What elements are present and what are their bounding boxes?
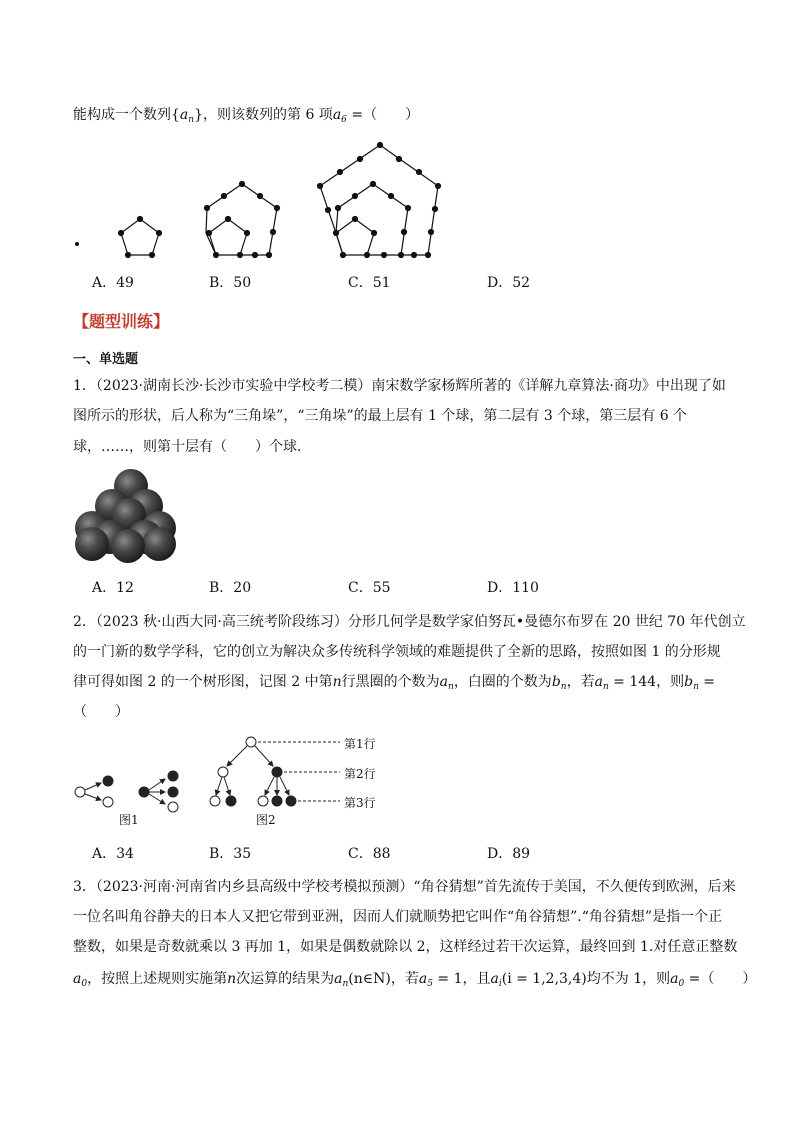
- row-label-2: 第2行: [344, 767, 376, 781]
- sub: 0: [81, 979, 88, 989]
- prev-option-b[interactable]: B．50: [209, 275, 252, 291]
- text: ，则该数列的第 6 项: [203, 107, 333, 123]
- q1-option-c[interactable]: C．55: [348, 580, 391, 596]
- q1-option-d[interactable]: D．110: [487, 580, 539, 596]
- brace: {: [171, 107, 180, 123]
- text: ，若: [566, 674, 595, 690]
- var: a: [73, 971, 82, 987]
- brace: }: [194, 107, 203, 123]
- row-label-1: 第1行: [344, 737, 376, 751]
- q2-line-3: [73, 673, 715, 696]
- figure-1-label: 图1: [119, 813, 139, 827]
- text: 均不为 1，则: [586, 971, 671, 987]
- text: (n∈N): [348, 971, 391, 987]
- sub: i: [498, 979, 502, 989]
- pentagon-2: [205, 182, 280, 258]
- text: = 1，且: [432, 971, 491, 987]
- q2-line-2: 的一门新的数学学科，它的创立为解决众多传统科学领域的难题提供了全新的思路，按照如图 1 的分形规: [73, 644, 721, 660]
- var: n: [227, 971, 237, 987]
- var: a: [179, 107, 189, 123]
- subsection-title: 一、单选题: [73, 352, 139, 367]
- var-a: a: [594, 674, 603, 690]
- sub: n: [188, 115, 195, 125]
- q2-option-c[interactable]: C．88: [348, 846, 391, 862]
- prev-option-a[interactable]: A．49: [92, 275, 134, 291]
- sub: n: [448, 682, 454, 692]
- pentagon-figures: [0, 0, 794, 270]
- text: =（ ）: [346, 107, 420, 123]
- pentagon-1: [119, 217, 162, 258]
- var: a: [670, 971, 679, 987]
- sub: n: [342, 979, 349, 989]
- q2-line-4: （ ）: [73, 704, 129, 720]
- single-dot: [75, 242, 79, 246]
- text: =（ ）: [684, 971, 757, 987]
- fractal-figures: [0, 730, 794, 860]
- q3-line-2: 一位名叫角谷静夫的日本人又把它带到亚洲，因而人们就顺势把它叫作“角谷猜想”.“角谷猜想”是指一个正: [73, 909, 723, 925]
- q1-line-3: 球，……，则第十层有（ ）个球．: [73, 439, 311, 455]
- section-title: 【题型训练】: [73, 312, 170, 331]
- text: 能构成一个数列: [73, 107, 171, 123]
- text: =: [698, 674, 716, 690]
- ball-pyramid-image: [70, 465, 180, 565]
- var-b: b: [684, 674, 694, 690]
- q1-option-a[interactable]: A．12: [92, 580, 134, 596]
- text: 行黑圈的个数为: [341, 674, 440, 690]
- q1-line-2: 图所示的形状，后人称为“三角垛”，“三角垛”的最上层有 1 个球，第二层有 3 个球，第三层有 6 个: [73, 408, 688, 424]
- pentagon-3: [318, 143, 441, 258]
- var: a: [490, 971, 499, 987]
- text: ，白圈的个数为: [453, 674, 552, 690]
- q3-line-3: 整数，如果是奇数就乘以 3 再加 1，如果是偶数就除以 2，这样经过若干次运算，最终回到 1.对任意正整数: [73, 939, 738, 955]
- q3-line-1: 3．（2023·河南·河南省内乡县高级中学校考模拟预测）“角谷猜想”首先流传于美国，不久便传到欧洲，后来: [73, 879, 736, 895]
- q1-line-1: 1．（2023·湖南长沙·长沙市实验中学校考二模）南宋数学家杨辉所著的《详解九章算法·商功》中出现了如: [73, 378, 726, 394]
- q2-line-1: 2．（2023 秋·山西大同·高三统考阶段练习）分形几何学是数学家伯努瓦•曼德尔布罗在 20 世纪 70 年代创立: [73, 614, 746, 630]
- text: ，按照上述规则实施第: [87, 971, 228, 987]
- q2-option-d[interactable]: D．89: [487, 846, 531, 862]
- sub: 0: [678, 979, 685, 989]
- prev-option-c[interactable]: C．51: [348, 275, 391, 291]
- var-a: a: [439, 674, 449, 690]
- q2-option-b[interactable]: B．35: [209, 846, 252, 862]
- prev-option-d[interactable]: D．52: [487, 275, 531, 291]
- q2-option-a[interactable]: A．34: [92, 846, 134, 862]
- sub: 5: [427, 979, 433, 989]
- var: a: [334, 971, 343, 987]
- sub: n: [602, 682, 609, 692]
- sub: n: [693, 682, 699, 692]
- var: a: [418, 971, 428, 987]
- q3-line-4: [73, 970, 756, 993]
- text: 次运算的结果为: [236, 971, 335, 987]
- figure-1: [75, 771, 178, 812]
- text: = 144，则: [608, 674, 685, 690]
- figure-2-label: 图2: [256, 813, 276, 827]
- q1-option-b[interactable]: B．20: [209, 580, 252, 596]
- figure-2: [210, 737, 340, 806]
- text: 律可得如图 2 的一个树形图，记图 2 中第: [73, 674, 333, 690]
- row-label-3: 第3行: [344, 796, 376, 810]
- sub: n: [560, 682, 567, 692]
- text: (i = 1,2,3,4): [501, 971, 587, 987]
- sub: 6: [341, 115, 347, 125]
- text: ，若: [390, 971, 419, 987]
- var: n: [332, 674, 342, 690]
- var-b: b: [551, 674, 561, 690]
- var: a: [332, 107, 342, 123]
